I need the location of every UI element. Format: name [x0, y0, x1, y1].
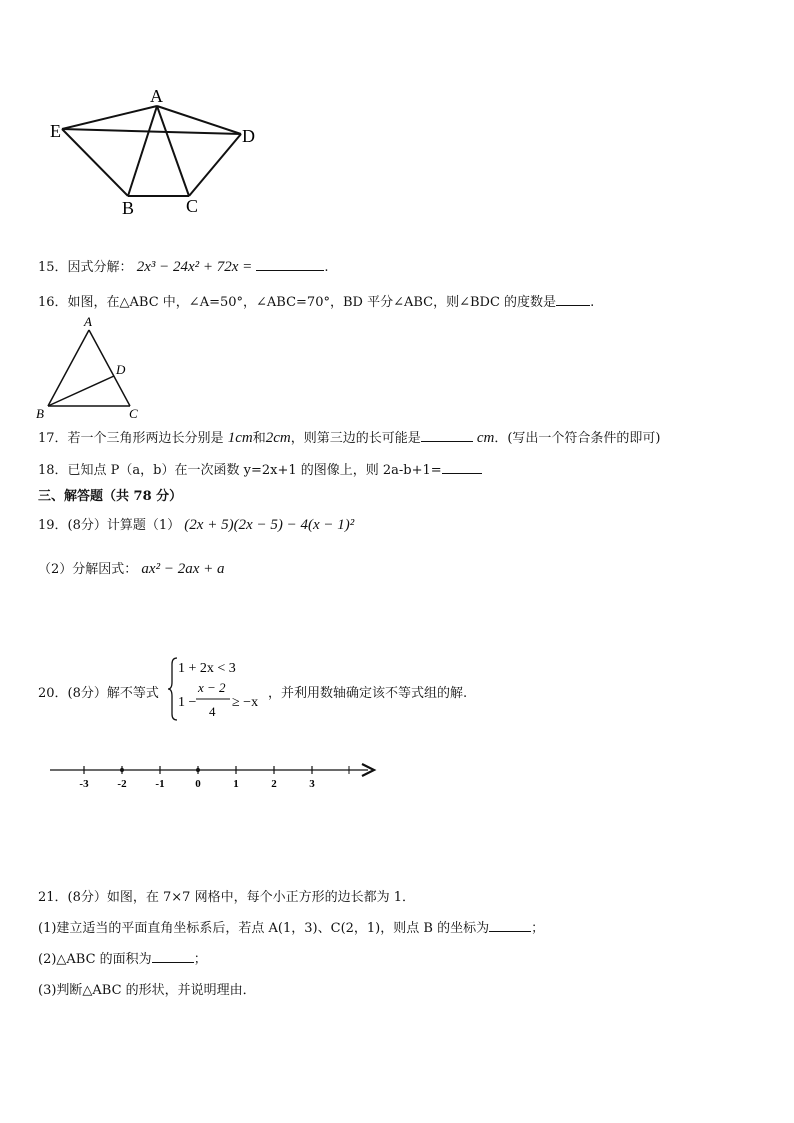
question-19-part-2: （2）分解因式： ax² − 2ax + a [38, 561, 225, 577]
label-c: C [129, 406, 138, 421]
number-line-tick-label: -2 [117, 778, 127, 790]
question-21-part-2: (2)△ABC 的面积为 ； [38, 952, 207, 967]
number-line-dot [196, 768, 200, 772]
number-line [40, 758, 380, 792]
brace [168, 658, 177, 720]
label-a: A [84, 314, 92, 329]
number-line-dot [120, 768, 124, 772]
segment-ea [62, 106, 157, 129]
question-18: 18．已知点 P（a，b）在一次函数 y=2x+1 的图像上，则 2a-b+1= [38, 459, 482, 478]
segment-ad [157, 106, 241, 134]
question-20-prefix: 20．(8分）解不等式 [38, 686, 159, 701]
question-21-part-3: (3)判断△ABC 的形状，并说明理由． [38, 983, 256, 998]
q16-answer-blank[interactable] [556, 293, 590, 306]
question-21-part-1: (1)建立适当的平面直角坐标系后，若点 A(1，3)、C(2，1)，则点 B 的坐标为 ； [38, 921, 545, 936]
segment-eb [62, 129, 128, 196]
number-line-tick-label: 3 [309, 778, 315, 790]
inequality-2-tail: ≥ −x [232, 695, 259, 710]
figure-eadcb [36, 84, 276, 224]
label-d: D [242, 126, 255, 146]
figure-triangle-abc [34, 314, 144, 422]
label-d: D [116, 362, 126, 377]
number-line-tick-label: -1 [155, 778, 165, 790]
inequality-1: 1 + 2x < 3 [178, 661, 236, 676]
segment-bd [48, 376, 114, 406]
question-20-suffix: ，并利用数轴确定该不等式组的解. [268, 686, 468, 701]
number-line-tick-label: 2 [271, 778, 277, 790]
q17-answer-blank[interactable] [421, 429, 473, 442]
segment-dc [189, 134, 241, 196]
q19-expression: (2x + 5)(2x − 5) − 4(x − 1)² [184, 517, 355, 533]
inequality-system [168, 656, 268, 722]
segment-ab [128, 106, 157, 196]
inequality-2-denominator: 4 [209, 704, 216, 719]
question-21: 21．(8分）如图，在 7×7 网格中，每个小正方形的边长都为 1． [38, 890, 415, 905]
inequality-2-lead: 1 − [178, 695, 197, 710]
segment-ac [157, 106, 189, 196]
number-line-tick-label: 0 [195, 778, 201, 790]
label-a: A [150, 86, 163, 106]
q21-p1-answer-blank[interactable] [489, 919, 531, 932]
q15-expression: 2x³ − 24x² + 72x = [136, 259, 253, 275]
segment-ed [62, 129, 241, 134]
label-b: B [122, 198, 135, 218]
section-title: 三、解答题（共 78 分） [38, 489, 183, 504]
question-17: 17．若一个三角形两边长分别是 1cm和2cm，则第三边的长可能是 cm．(写出一个符合条件的即可) [38, 430, 661, 446]
q21-p2-answer-blank[interactable] [152, 950, 194, 963]
label-b: B [36, 406, 44, 421]
question-19: 19．(8分）计算题（1） (2x + 5)(2x − 5) − 4(x − 1)² [38, 517, 355, 533]
question-16: 16．如图，在△ABC 中，∠A=50°，∠ABC=70°，BD 平分∠ABC，则∠BDC 的度数是 . [38, 295, 595, 310]
label-e: E [50, 121, 61, 141]
number-line-tick-label: -3 [79, 778, 89, 790]
segment-ab [48, 330, 89, 406]
number-line-tick-label: 1 [233, 778, 239, 790]
q18-answer-blank[interactable] [442, 461, 482, 474]
inequality-2-numerator: x − 2 [198, 680, 226, 695]
label-c: C [186, 196, 199, 216]
question-15: 15．因式分解： 2x³ − 24x² + 72x = . [38, 259, 329, 275]
q19-part2-expression: ax² − 2ax + a [141, 561, 225, 577]
q15-answer-blank[interactable] [256, 258, 324, 271]
